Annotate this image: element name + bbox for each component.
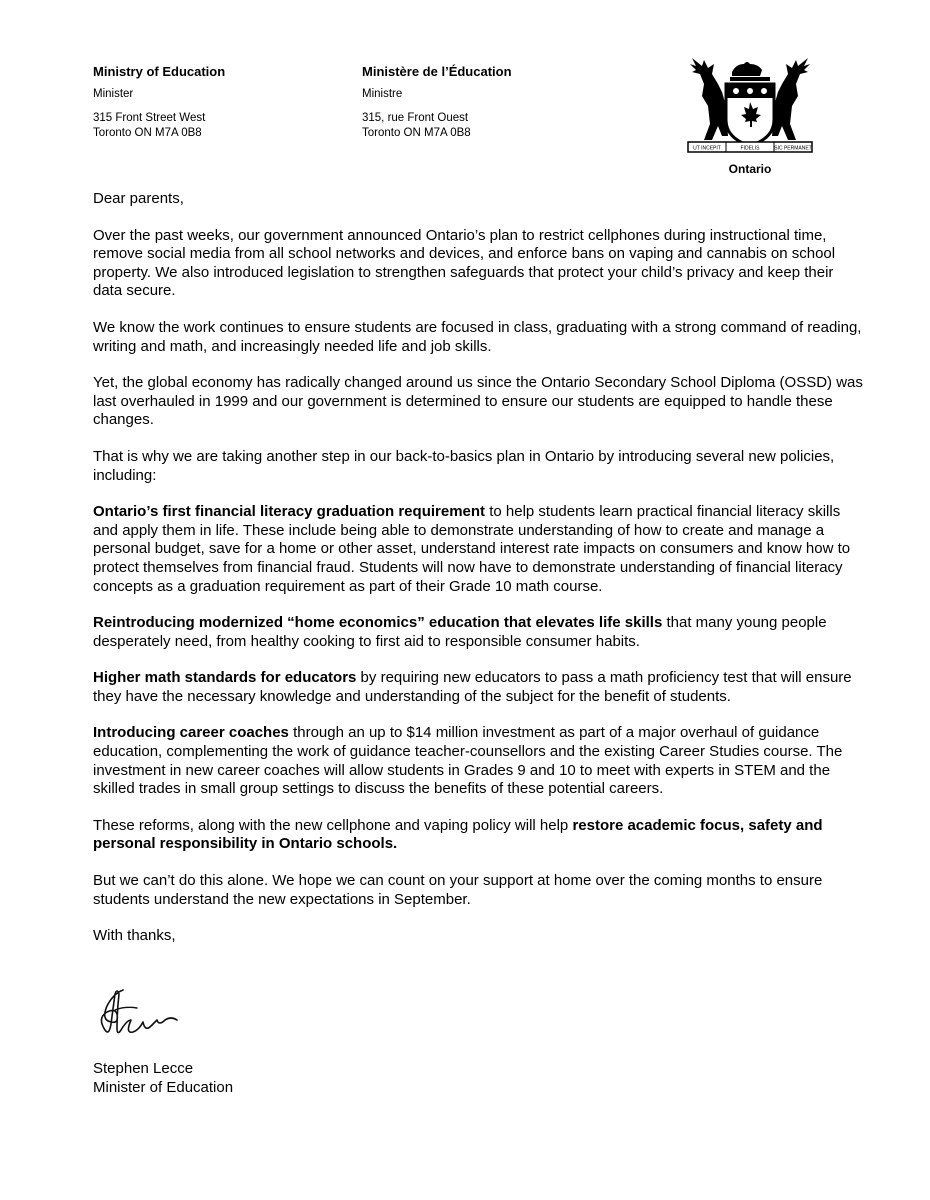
motto-left: UT INCEPIT [693, 145, 721, 152]
signer-name: Stephen Lecce [93, 1060, 194, 1077]
policy-math-standards-heading: Higher math standards for educators [93, 669, 357, 687]
policy-financial-literacy [93, 503, 863, 596]
address-line1-fr: 315, rue Front Ouest [362, 112, 469, 124]
paragraph-2: We know the work continues to ensure students are focused in class, graduating with a strong command of reading, writing and math, and increasingly needed life and job skills. [93, 318, 862, 355]
address-line2-en: Toronto ON M7A 0B8 [93, 127, 202, 139]
signer-title: Minister of Education [93, 1079, 234, 1096]
policy-home-economics-heading: Reintroducing modernized “home economics” education that elevates life skills [93, 614, 663, 632]
policy-math-standards-text: by requiring new educators to pass a math proficiency test that will ensure they have the necessary knowledge and understanding of the subject for the benefit of students. [93, 669, 852, 705]
policy-financial-literacy-text: to help students learn practical financial literacy skills and apply them in life. These include being able to demonstrate understanding of how to create and manage a personal budget, save for a home or other asset, understand interest rate impacts on consumers and know how to protect themselves from financial fraud. Students will now have to demonstrate understanding of financial literacy concepts as a graduation requirement as part of their Grade 10 math course. [93, 503, 851, 595]
salutation: Dear parents, [93, 190, 184, 207]
role-en: Minister [93, 88, 134, 100]
closing: With thanks, [93, 927, 176, 945]
signature-block [93, 1059, 233, 1097]
paragraph-3: Yet, the global economy has radically changed around us since the Ontario Secondary School Diploma (OSSD) was last overhauled in 1999 and our government is determined to ensure our students are equipped to handle these changes. [93, 374, 863, 429]
ontario-coat-of-arms-logo [676, 56, 824, 180]
paragraph-4: That is why we are taking another step in our back-to-basics plan in Ontario by introducing several new policies, including: [93, 447, 835, 484]
paragraph-support: But we can’t do this alone. We hope we can count on your support at home over the coming months to ensure students understand the new expectations in September. [93, 872, 823, 908]
letter-body [93, 190, 863, 946]
address-line1-en: 315 Front Street West [93, 112, 206, 124]
header-english [93, 64, 225, 141]
paragraph-reforms [93, 817, 863, 854]
ontario-wordmark: Ontario [728, 162, 772, 176]
paragraph-reforms-emphasis: restore academic focus, safety and personal responsibility in Ontario schools. [93, 816, 823, 853]
ministry-name-fr: Ministère de l’Éducation [362, 64, 512, 79]
coat-of-arms-icon [676, 56, 824, 160]
policy-math-standards [93, 669, 863, 706]
handwritten-signature-icon [93, 982, 223, 1054]
policy-home-economics [93, 614, 863, 651]
address-line2-fr: Toronto ON M7A 0B8 [362, 127, 471, 139]
policy-career-coaches-heading: Introducing career coaches [93, 724, 289, 742]
motto-center: FIDELIS [740, 145, 760, 152]
paragraph-1: Over the past weeks, our government announced Ontario’s plan to restrict cellphones during instructional time, remove social media from all school networks and devices, and enforce bans on vaping and cannabis on school property. We also introduced legislation to strengthen safeguards that protect your child’s privacy and keep their data secure. [93, 226, 836, 300]
paragraph-reforms-text: These reforms, along with the new cellphone and vaping policy will help [93, 816, 573, 834]
header-french [362, 64, 512, 141]
policy-financial-literacy-heading: Ontario’s first financial literacy graduation requirement [93, 503, 486, 521]
signature [93, 982, 223, 1054]
policy-career-coaches-text: through an up to $14 million investment as part of a major overhaul of guidance education, complementing the work of guidance teacher-counsellors and the existing Career Studies course. The investment in new career coaches will allow students in Grades 9 and 10 to meet with experts in STEM and the skilled trades in small group settings to discuss the benefits of these potential careers. [93, 724, 843, 798]
ministry-name-en: Ministry of Education [93, 64, 226, 79]
policy-home-economics-text: that many young people desperately need, from healthy cooking to first aid to responsible consumer habits. [93, 614, 827, 650]
motto-right: SIC PERMANET [774, 145, 812, 152]
role-fr: Ministre [362, 88, 403, 100]
policy-career-coaches [93, 724, 863, 798]
